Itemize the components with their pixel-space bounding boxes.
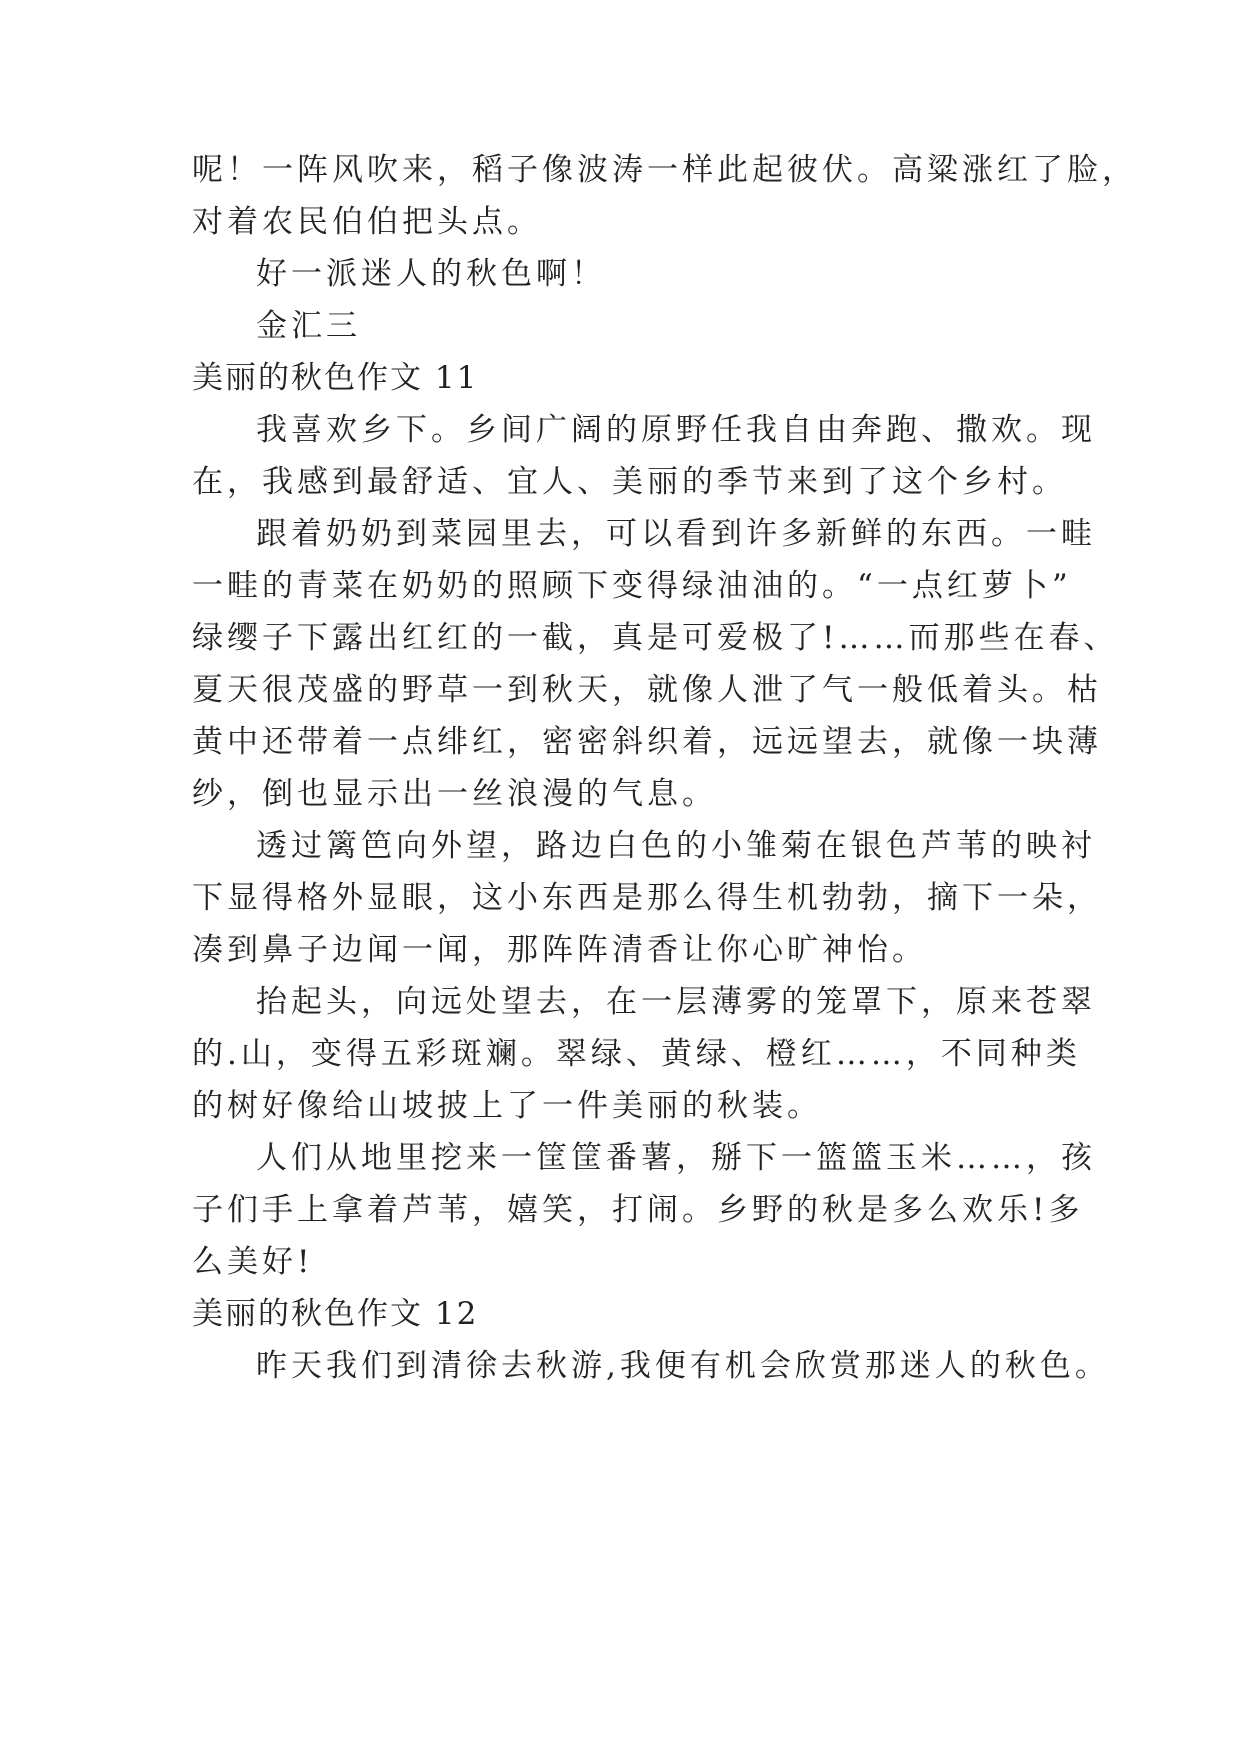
paragraph-line: 好一派迷人的秋色啊！ <box>256 256 606 292</box>
paragraph-line: 的树好像给山坡披上了一件美丽的秋装。 <box>192 1088 822 1124</box>
paragraph-line: 透过篱笆向外望，路边白色的小雏菊在银色芦苇的映衬 <box>256 828 1096 864</box>
paragraph-line: 呢！一阵风吹来，稻子像波涛一样此起彼伏。高粱涨红了脸， <box>192 152 1137 188</box>
paragraph-line: 纱，倒也显示出一丝浪漫的气息。 <box>192 776 717 812</box>
paragraph-line: 黄中还带着一点绯红，密密斜织着，远远望去，就像一块薄 <box>192 724 1102 760</box>
paragraph-line: 抬起头，向远处望去，在一层薄雾的笼罩下，原来苍翠 <box>256 984 1096 1020</box>
paragraph-line: 人们从地里挖来一筐筐番薯，掰下一篮篮玉米……，孩 <box>256 1140 1096 1176</box>
author-line: 金汇三 <box>256 308 361 344</box>
paragraph-line: 绿缨子下露出红红的一截，真是可爱极了!……而那些在春、 <box>192 620 1119 656</box>
paragraph-line: 夏天很茂盛的野草一到秋天，就像人泄了气一般低着头。枯 <box>192 672 1102 708</box>
paragraph-line: 昨天我们到清徐去秋游,我便有机会欣赏那迷人的秋色。 <box>256 1348 1110 1384</box>
paragraph-line: 凑到鼻子边闻一闻，那阵阵清香让你心旷神怡。 <box>192 932 927 968</box>
paragraph-line: 么美好! <box>192 1244 314 1280</box>
section-heading: 美丽的秋色作文 11 <box>192 360 479 396</box>
paragraph-line: 一畦的青菜在奶奶的照顾下变得绿油油的。“一点红萝卜” <box>192 568 1072 604</box>
paragraph-line: 的.山，变得五彩斑斓。翠绿、黄绿、橙红……，不同种类 <box>192 1036 1081 1072</box>
paragraph-line: 下显得格外显眼，这小东西是那么得生机勃勃，摘下一朵， <box>192 880 1102 916</box>
paragraph-line: 跟着奶奶到菜园里去，可以看到许多新鲜的东西。一畦 <box>256 516 1096 552</box>
paragraph-line: 子们手上拿着芦苇，嬉笑，打闹。乡野的秋是多么欢乐!多 <box>192 1192 1084 1228</box>
section-heading: 美丽的秋色作文 12 <box>192 1296 479 1332</box>
paragraph-line: 对着农民伯伯把头点。 <box>192 204 542 240</box>
paragraph-line: 在，我感到最舒适、宜人、美丽的季节来到了这个乡村。 <box>192 464 1067 500</box>
paragraph-line: 我喜欢乡下。乡间广阔的原野任我自由奔跑、撒欢。现 <box>256 412 1096 448</box>
